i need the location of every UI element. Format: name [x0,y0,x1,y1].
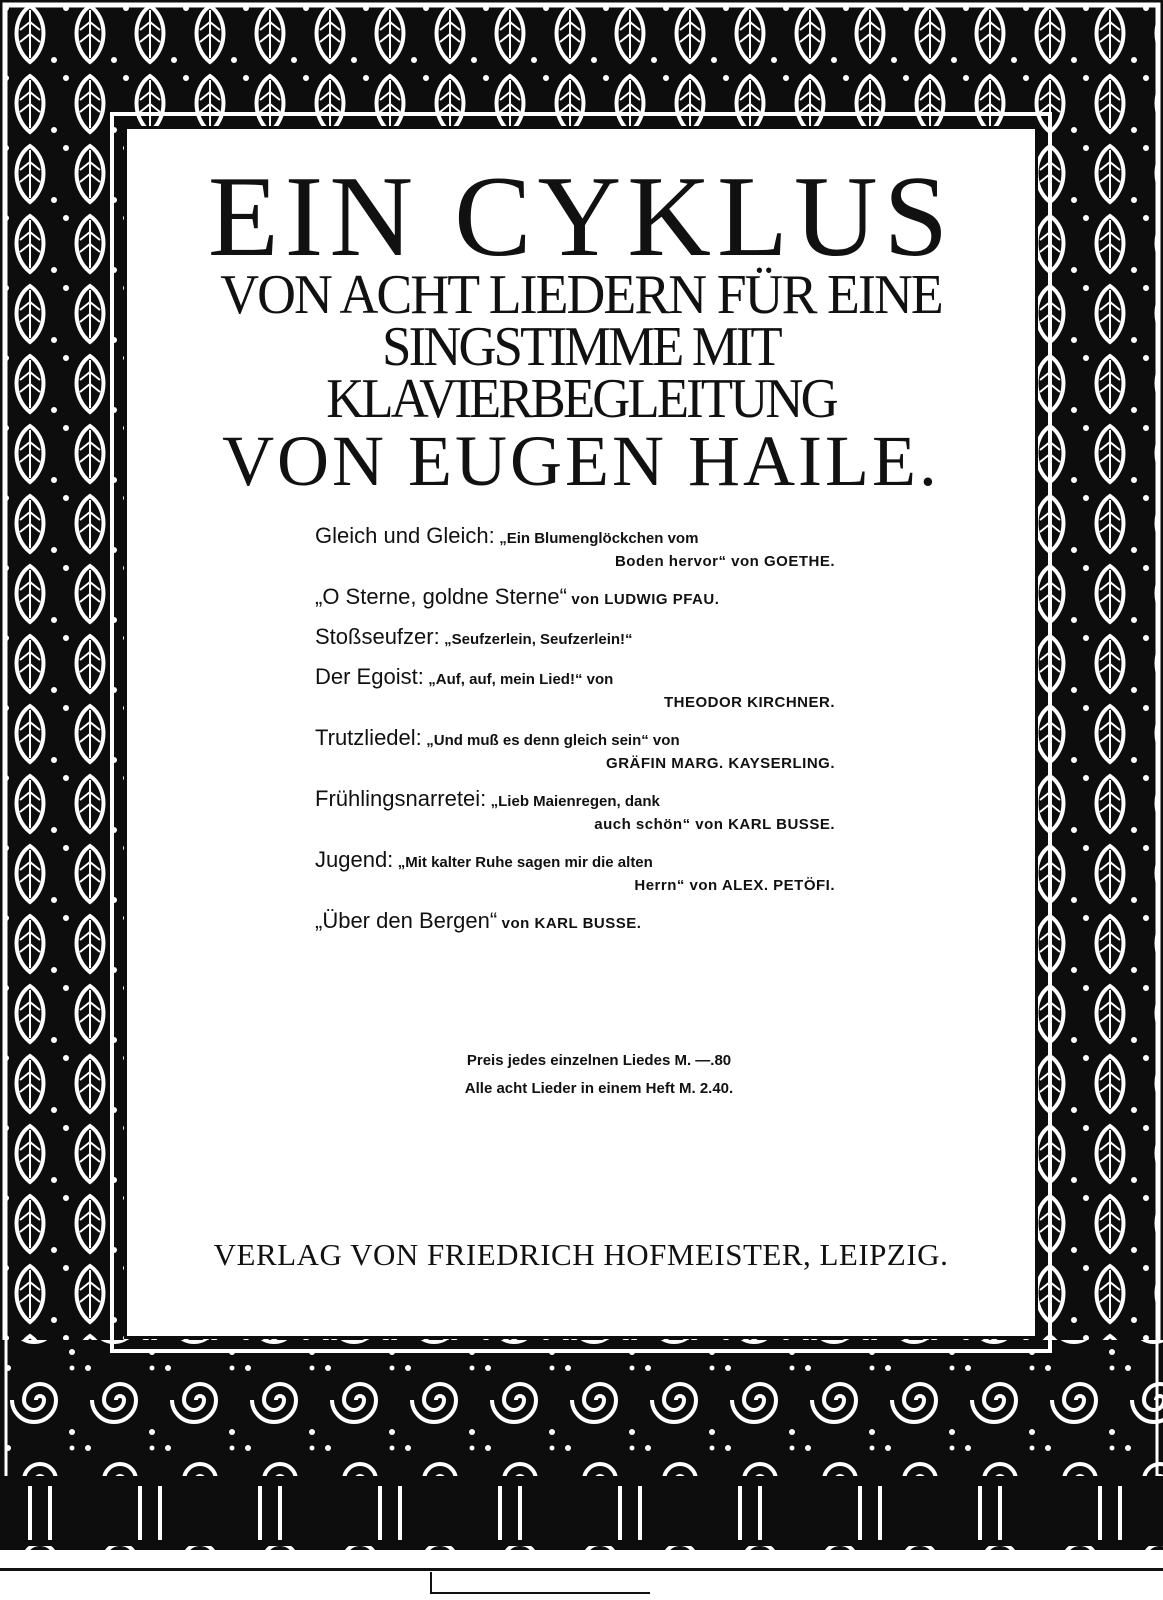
song-credit: von LUDWIG PFAU. [571,591,720,608]
song-name: Der Egoist: [315,664,424,689]
song-quote: „Seufzerlein, Seufzerlein!“ [444,631,633,648]
price-info [127,1047,1035,1103]
song-name: Jugend: [315,847,394,872]
song-quote: „Ein Blumenglöckchen vom [499,530,699,547]
song-credit: Herrn“ von ALEX. PETÖFI. [634,877,835,894]
song-list [315,523,835,948]
song-quote: „Auf, auf, mein Lied!“ von [428,671,614,688]
song-item [315,786,835,833]
song-credit: auch schön“ von KARL BUSSE. [594,816,835,833]
title-line-2: VON ACHT LIEDERN FÜR EINE [220,264,942,326]
title-panel [124,126,1038,1339]
song-item [315,664,835,711]
song-name: „Über den Bergen“ [315,908,498,933]
bottom-tick [430,1572,432,1592]
bottom-rule-short [430,1592,650,1594]
song-item [315,523,835,570]
title-line-3: SINGSTIMME MIT KLAVIERBEGLEITUNG [326,316,836,430]
song-item [315,847,835,894]
song-credit: GRÄFIN MARG. KAYSERLING. [606,755,835,772]
song-item [315,584,835,610]
title-block [127,153,1035,501]
song-item [315,725,835,772]
title-line-1: EIN CYKLUS [207,153,955,281]
bottom-rule [0,1568,1163,1571]
song-item [315,624,835,650]
song-quote: „Lieb Maienregen, dank [490,793,660,810]
song-name: Gleich und Gleich: [315,523,495,548]
price-line-1: Preis jedes einzelnen Liedes M. —.80 [466,1052,732,1069]
song-name: „O Sterne, goldne Sterne“ [315,584,567,609]
song-credit: Boden hervor“ von GOETHE. [614,553,835,570]
price-line-2: Alle acht Lieder in einem Heft M. 2.40. [464,1080,734,1097]
song-quote: „Und muß es denn gleich sein“ von [426,732,680,749]
publisher-line: VERLAG VON FRIEDRICH HOFMEISTER, LEIPZIG. [213,1237,949,1272]
song-name: Trutzliedel: [315,725,422,750]
song-quote: „Mit kalter Ruhe sagen mir die alten [397,854,653,871]
song-item [315,908,835,934]
song-name: Stoßseufzer: [315,624,440,649]
song-credit: THEODOR KIRCHNER. [663,694,835,711]
title-line-4: VON EUGEN HAILE. [222,421,940,501]
song-name: Frühlingsnarretei: [315,786,487,811]
song-credit: von KARL BUSSE. [501,915,642,932]
